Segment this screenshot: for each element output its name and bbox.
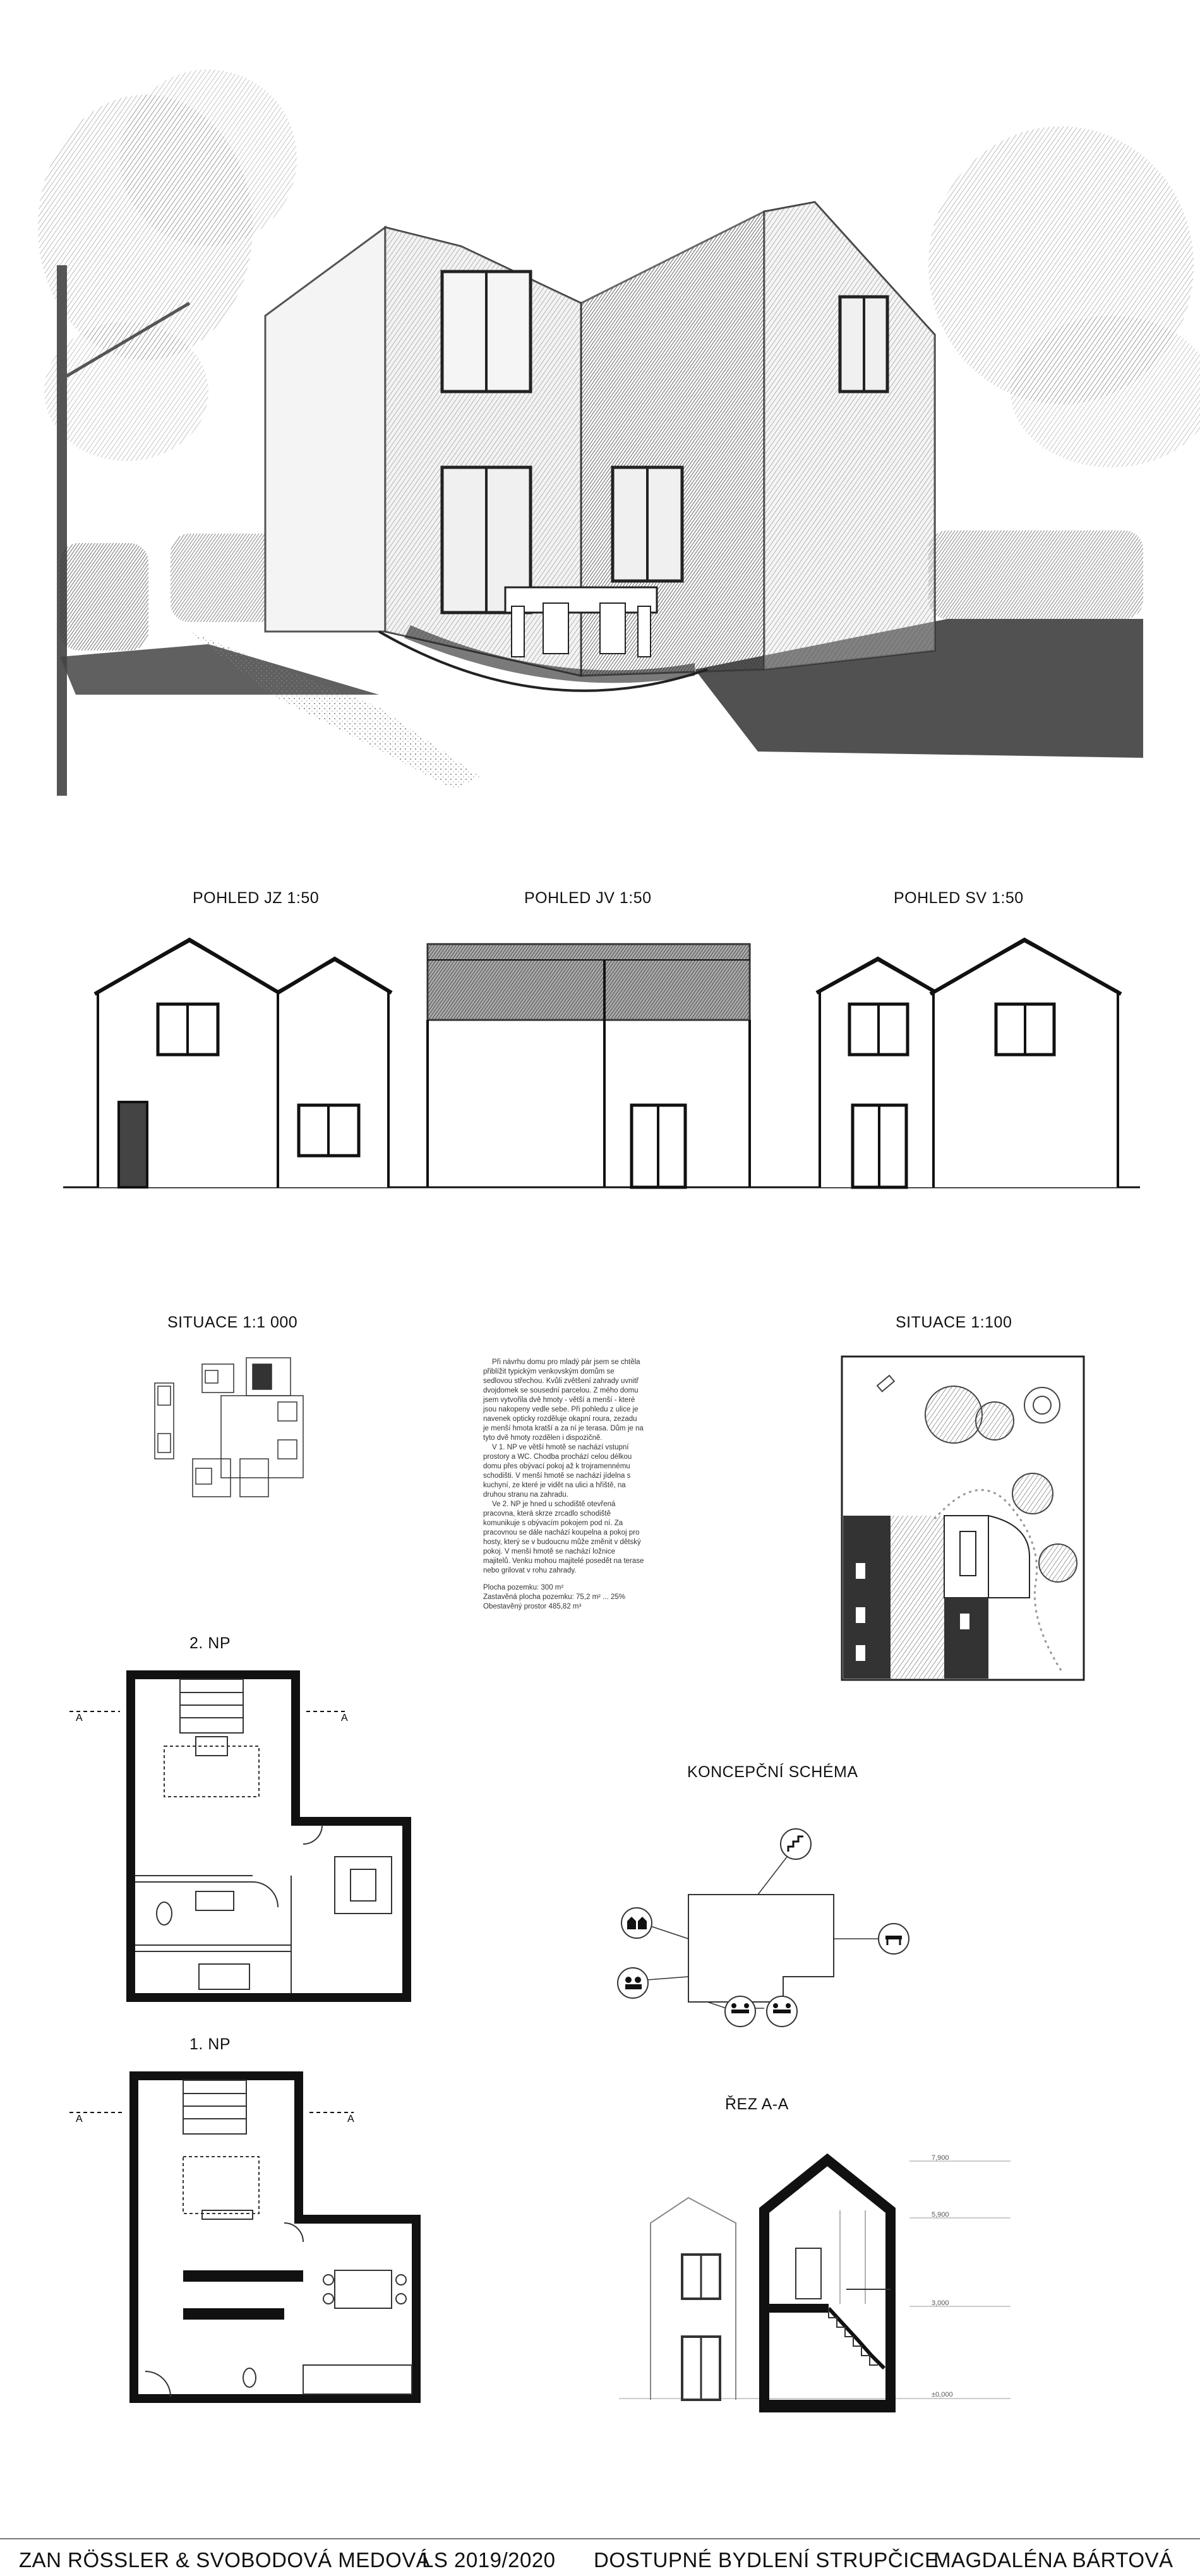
stat-volume: Obestavěný prostor 485,82 m³ bbox=[483, 1603, 582, 1610]
section-mark-right-1np: A bbox=[347, 2114, 354, 2124]
level-1: 7,900 bbox=[932, 2154, 949, 2162]
view-label-jz: POHLED JZ 1:50 bbox=[193, 889, 320, 907]
section-mark-left-2np: A bbox=[76, 1713, 83, 1723]
situace-large-label: SITUACE 1:1 000 bbox=[167, 1314, 298, 1331]
description-paragraph-2: V 1. NP ve větší hmotě se nachází vstupní prostory a WC. Chodba prochází celou délkou domu přes obývací pokoj až k trojramennému schodišti. V menší hmotě se nachází jídelna s kuchyní, ze které je vidět na ulici a hřiště, na druhou stranu na zahradu. bbox=[483, 1444, 632, 1499]
description-paragraph-1: Při návrhu domu pro mladý pár jsem se chtěla přiblížit typickým venkovským domům se sedlovou střechou. Kvůli zvětšení zahrady uvnitř dvojdomek se sousední parcelou. Z mého domu jsem vytvořila dvě hmoty - větší a menší - které jsou nakopeny vedle sebe. Při pohledu z ulice je navenek opticky rozděluje okapní roura, zezadu je menší hmota kratší a za ní je terasa. Dům je na tyto dvě hmoty rozdělen i dispozičně. bbox=[483, 1358, 644, 1442]
floor1-label: 1. NP bbox=[189, 2035, 231, 2053]
footer-term: LS 2019/2020 bbox=[422, 2548, 556, 2572]
situace-small-label: SITUACE 1:100 bbox=[896, 1314, 1012, 1331]
section-mark-left-1np: A bbox=[76, 2114, 83, 2124]
floor2-label: 2. NP bbox=[189, 1634, 231, 1652]
stat-built-area: Zastavěná plocha pozemku: 75,2 m² ... 25% bbox=[483, 1593, 626, 1601]
footer-project: DOSTUPNÉ BYDLENÍ STRUPČICE bbox=[594, 2548, 939, 2572]
level-4: ±0,000 bbox=[932, 2391, 953, 2399]
stat-plot-area: Plocha pozemku: 300 m² bbox=[483, 1584, 564, 1591]
footer-teacher: MAGDALÉNA BÁRTOVÁ bbox=[933, 2548, 1173, 2572]
schema-label: KONCEPČNÍ SCHÉMA bbox=[687, 1763, 858, 1781]
level-3: 3,000 bbox=[932, 2299, 949, 2307]
section-mark-right-2np: A bbox=[341, 1713, 348, 1723]
section-label: ŘEZ A-A bbox=[725, 2095, 789, 2113]
description-paragraph-3: Ve 2. NP je hned u schodiště otevřená pracovna, která skrze zrcadlo schodiště komunikuje s obývacím pokojem pod ní. Za pracovnou se dále nachází koupelna a pokoj pro hosty, který se v budoucnu může změnit v dětský pokoj. V menší hmotě se nachází ložnice majitelů. Venku mohou majitelé posedět na terase nebo grilovat v rohu zahrady. bbox=[483, 1501, 644, 1574]
view-label-sv: POHLED SV 1:50 bbox=[894, 889, 1024, 907]
footer-authors: ZAN RÖSSLER & SVOBODOVÁ MEDOVÁ bbox=[19, 2548, 431, 2572]
level-2: 5,900 bbox=[932, 2211, 949, 2219]
view-label-jv: POHLED JV 1:50 bbox=[524, 889, 652, 907]
